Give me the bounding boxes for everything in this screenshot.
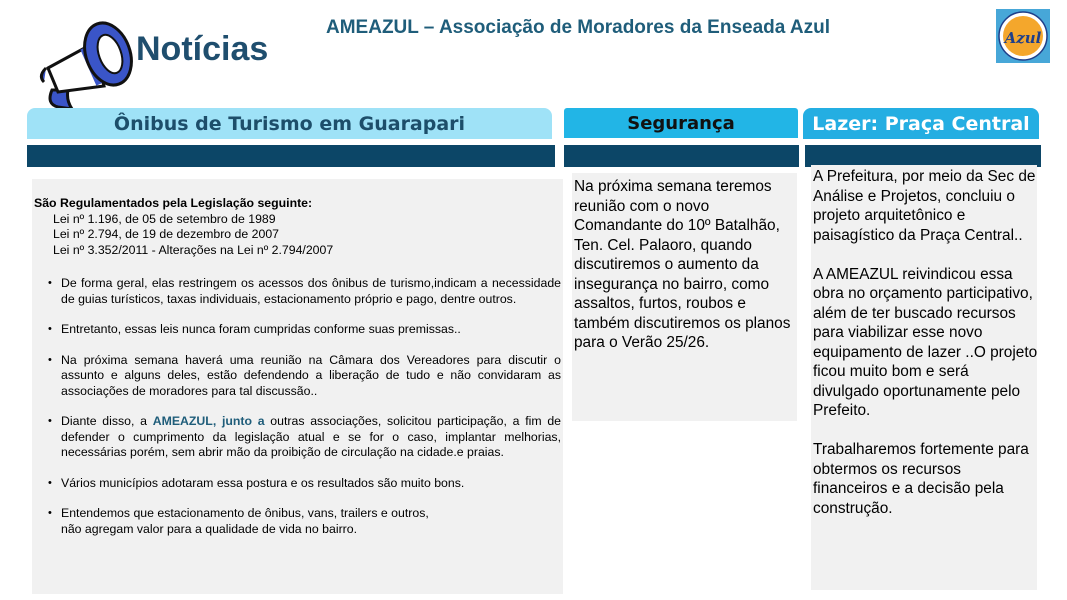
onibus-panel — [32, 179, 563, 594]
bullet-item: • Entendemos que estacionamento de ônibus, vans, trailers e outros, não agregam valor para a qualidade de vida no bairro. — [34, 506, 561, 537]
organization-name: AMEAZUL – Associação de Moradores da Enseada Azul — [326, 17, 830, 38]
tab-onibus-turismo[interactable]: Ônibus de Turismo em Guarapari — [27, 108, 552, 139]
tab-lazer-praca-central[interactable]: Lazer: Praça Central — [803, 108, 1039, 139]
page-title: Notícias — [136, 30, 269, 68]
section-divider-bar — [27, 145, 555, 167]
bullet-item: • Vários municípios adotaram essa postura e os resultados são muito bons. — [34, 476, 561, 492]
lazer-paragraph: A Prefeitura, por meio da Sec de Análise e Projetos, concluiu o projeto arquitetônico e paisagístico da Praça Central.. — [813, 168, 1036, 244]
tab-seguranca[interactable]: Segurança — [564, 108, 798, 138]
lazer-panel — [811, 165, 1037, 590]
ameazul-logo — [996, 9, 1050, 63]
bullet-item: • Na próxima semana haverá uma reunião na Câmara dos Vereadores para discutir o assunto e alguns deles, estão defendendo a liberação de tudo e não convidaram as associações de moradores para tal discussão.. — [34, 353, 561, 400]
law-item: Lei nº 2.794, de 19 de dezembro de 2007 — [53, 227, 280, 241]
law-item: Lei nº 3.352/2011 - Alterações na Lei nº 2.794/2007 — [53, 242, 334, 257]
bullet-item: • Diante disso, a AMEAZUL, junto a outras associações, solicitou participação, a fim de defender o cumprimento da legislação atual e se for o caso, implantar melhorias, necessárias porém, sem abrir mão da proibição de circulação na cidade.e praias. — [34, 414, 561, 461]
ameazul-highlight: AMEAZUL, junto a — [152, 414, 265, 428]
bullet-item: • De forma geral, elas restringem os acessos dos ônibus de turismo,indicam a necessidade de guias turísticos, taxas individuais, estacionamento próprio e pago, dentre outros. — [34, 276, 561, 307]
seguranca-text: Na próxima semana teremos reunião com o novo Comandante do 10º Batalhão, Ten. Cel. Palaoro, quando discutiremos o aumento da insegurança no bairro, como assaltos, furtos, roubos e também discutiremos os planos para o Verão 25/26. — [574, 178, 791, 351]
legislation-heading: São Regulamentados pela Legislação seguinte: — [34, 196, 313, 210]
law-item: Lei nº 1.196, de 05 de setembro de 1989 — [53, 211, 276, 226]
section-divider-bar — [564, 145, 799, 167]
svg-text:Azul: Azul — [1004, 29, 1042, 47]
lazer-paragraph: Trabalharemos fortemente para obtermos os recursos financeiros e a decisão pela construção. — [813, 441, 1029, 517]
bullet-item: • Entretanto, essas leis nunca foram cumpridas conforme suas premissas.. — [34, 322, 561, 338]
seguranca-panel — [572, 173, 797, 421]
megaphone-icon — [38, 12, 138, 110]
section-divider-bar — [805, 145, 1041, 167]
lazer-paragraph: A AMEAZUL reivindicou essa obra no orçamento participativo, além de ter buscado recursos para viabilizar esse novo equipamento de lazer ..O projeto ficou muito bom e será divulgado oportunamente pelo Prefeito. — [813, 265, 1038, 419]
